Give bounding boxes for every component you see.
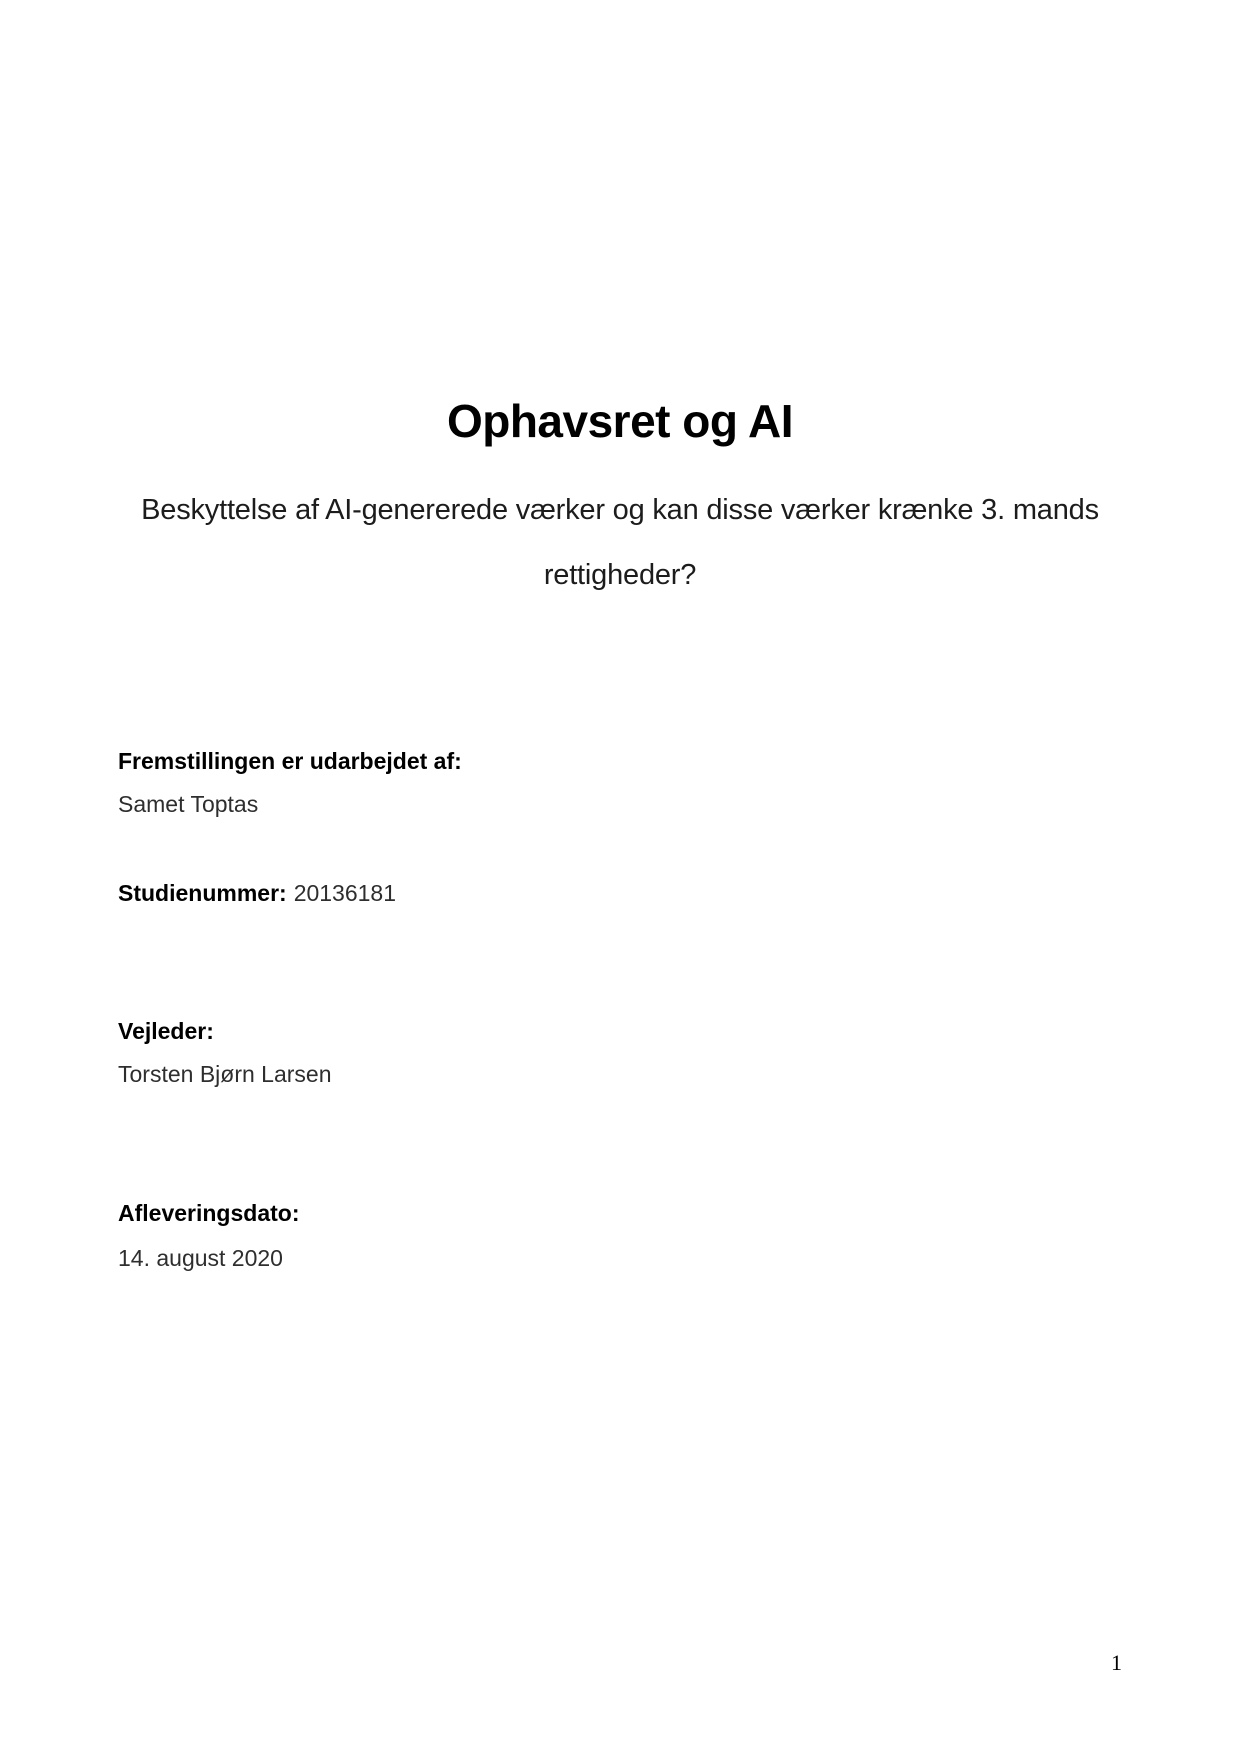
student-number-value: 20136181 (293, 880, 397, 906)
page-number: 1 (1111, 1650, 1122, 1675)
supervisor-name: Torsten Bjørn Larsen (118, 1061, 332, 1087)
document-title: Ophavsret og AI (446, 395, 794, 447)
author-section-label: Fremstillingen er udarbejdet af: (118, 748, 462, 774)
subtitle-line-2: rettigheder? (543, 559, 697, 591)
supervisor-section-label: Vejleder: (118, 1018, 214, 1044)
author-name: Samet Toptas (118, 791, 259, 817)
subtitle-line-1: Beskyttelse af AI-genererede værker og kan disse værker krænke 3. mands (141, 494, 1099, 526)
document-subtitle (0, 478, 1240, 608)
student-number-label: Studienummer: (118, 880, 287, 906)
submission-date-section-label: Afleveringsdato: (118, 1200, 300, 1226)
submission-date-value: 14. august 2020 (118, 1245, 283, 1271)
student-number-line (118, 880, 396, 907)
